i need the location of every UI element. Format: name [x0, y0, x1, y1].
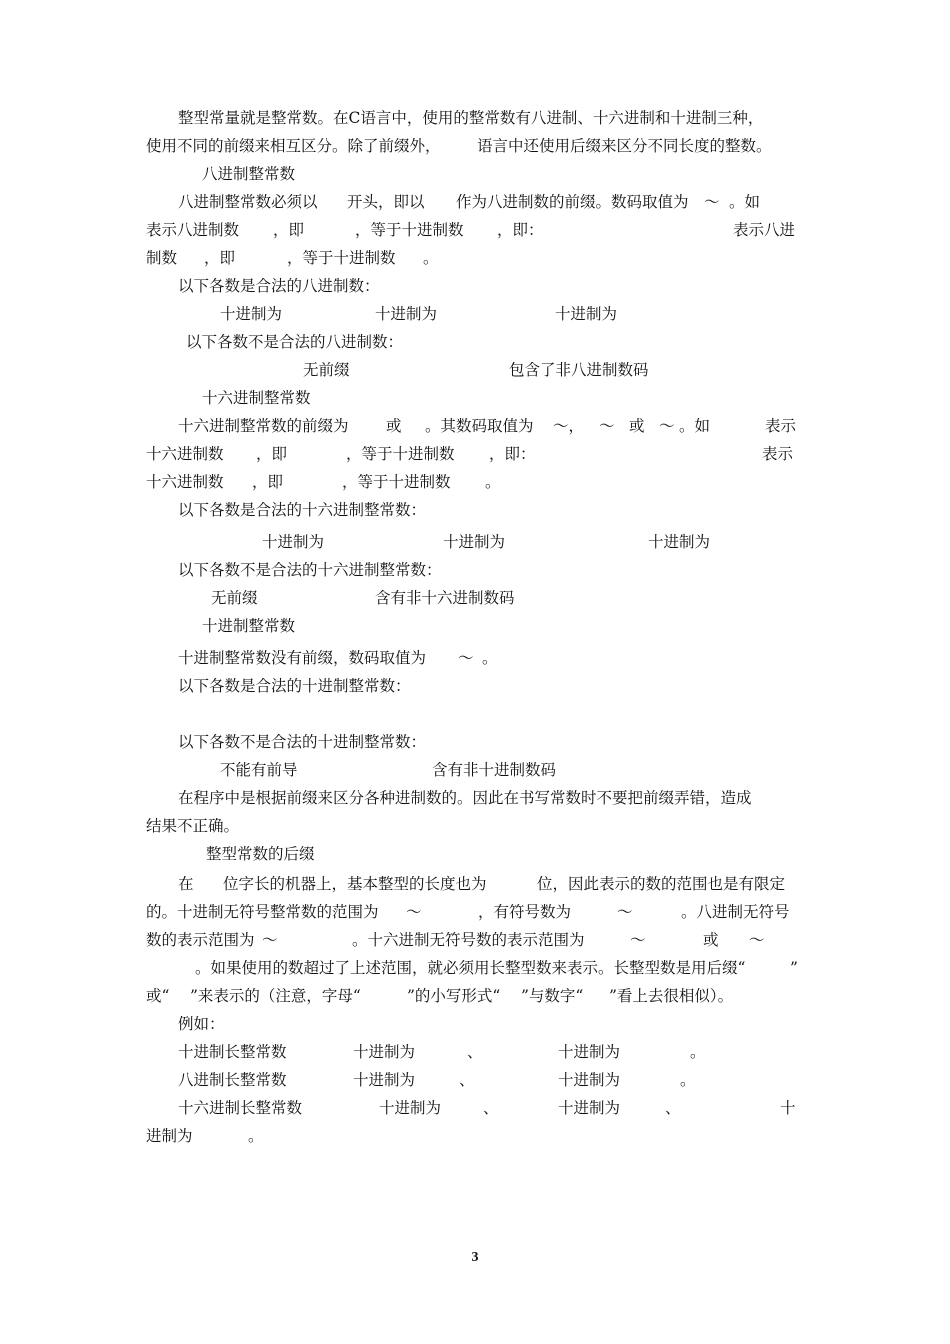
text-segment: 十进制长整常数 — [178, 1043, 287, 1061]
text-line — [0, 926, 950, 954]
text-line — [0, 132, 950, 160]
text-segment: ，等于十进制数 — [287, 249, 396, 267]
text-segment: 、 — [467, 1043, 483, 1061]
text-segment: 十进制为 — [353, 1071, 416, 1089]
text-line — [0, 612, 950, 640]
text-segment: 十进制为 — [558, 1043, 621, 1061]
text-segment: 数的表示范围为 — [146, 931, 255, 949]
text-line — [0, 1010, 950, 1038]
text-line — [0, 412, 950, 440]
text-segment: 、 — [483, 1099, 499, 1117]
text-segment: 以下各数不是合法的十六进制整常数： — [178, 561, 442, 579]
text-line — [0, 300, 950, 328]
text-segment: 十进制为 — [220, 305, 283, 323]
text-segment: 或 — [703, 931, 719, 949]
text-segment: ”与数字“ — [521, 987, 584, 1005]
text-segment: ，等于十进制数 — [355, 221, 464, 239]
text-segment: 整型常数的后缀 — [206, 845, 315, 863]
text-line — [0, 496, 950, 524]
text-segment: ，有符号数为 — [478, 903, 572, 921]
text-segment: 作为八进制数的前缀。数码取值为 — [456, 193, 689, 211]
text-line — [0, 468, 950, 496]
text-segment: ，即 — [252, 473, 284, 491]
text-segment: 十进制为 — [353, 1043, 416, 1061]
text-line — [0, 756, 950, 784]
text-line — [0, 328, 950, 356]
text-segment: 进制为 — [146, 1127, 193, 1145]
text-line — [0, 728, 950, 756]
text-segment: ”看上去很相似）。 — [609, 987, 734, 1005]
text-segment: 。 — [482, 649, 498, 667]
text-segment: 。 — [423, 249, 439, 267]
text-segment: ～ — [630, 931, 646, 949]
text-segment: 十 — [780, 1099, 796, 1117]
text-line — [0, 188, 950, 216]
text-segment: 八进制整常数 — [202, 165, 296, 183]
text-segment: 十六进制整常数的前缀为 — [178, 417, 349, 435]
text-segment: 或“ — [146, 987, 170, 1005]
text-segment: 的。十进制无符号整常数的范围为 — [146, 903, 379, 921]
text-segment: 或 — [629, 417, 645, 435]
text-segment: 制数 — [146, 249, 178, 267]
page-number: 3 — [471, 1250, 479, 1265]
text-line — [0, 1122, 950, 1150]
text-segment: ，即 — [273, 221, 305, 239]
text-line — [0, 840, 950, 868]
text-line — [0, 954, 950, 982]
text-segment: 语言中还使用后缀来区分不同长度的整数。 — [477, 137, 772, 155]
text-segment: 结果不正确。 — [146, 817, 240, 835]
text-segment: ～ — [406, 903, 422, 921]
text-line — [0, 244, 950, 272]
text-segment: 表示 — [765, 417, 797, 435]
text-line — [0, 898, 950, 926]
text-segment: 。如果使用的数超过了上述范围，就必须用长整型数来表示。长整型数是用后缀“ — [195, 959, 746, 977]
text-segment: ，即： — [497, 221, 544, 239]
text-segment: ，即： — [489, 445, 536, 463]
text-segment: ”的小写形式“ — [407, 987, 501, 1005]
text-segment: 、 — [459, 1071, 475, 1089]
text-segment: 、 — [665, 1099, 681, 1117]
text-line — [0, 870, 950, 898]
text-segment: 十进制整常数 — [202, 617, 296, 635]
text-segment: 无前缀 — [303, 361, 350, 379]
text-segment: 含有非十六进制数码 — [375, 589, 515, 607]
text-line — [0, 1094, 950, 1122]
text-segment: ～ — [599, 417, 615, 435]
text-segment: 。 — [690, 1043, 706, 1061]
text-segment: ～ — [749, 931, 765, 949]
text-line — [0, 556, 950, 584]
text-segment: 八进制长整常数 — [178, 1071, 287, 1089]
text-segment: 十进制整常数没有前缀，数码取值为 — [178, 649, 427, 667]
text-segment: 开头，即以 — [347, 193, 425, 211]
text-line — [0, 104, 950, 132]
text-segment: 。八进制无符号 — [681, 903, 790, 921]
text-line — [0, 528, 950, 556]
text-segment: 含有非十进制数码 — [432, 761, 557, 779]
text-segment: ，即 — [204, 249, 236, 267]
text-segment: 以下各数是合法的十六进制整常数： — [178, 501, 427, 519]
text-segment: 。 — [485, 473, 501, 491]
text-segment: 十进制为 — [558, 1071, 621, 1089]
text-segment: 以下各数不是合法的八进制数： — [186, 333, 404, 351]
text-segment: 十进制为 — [443, 533, 506, 551]
text-segment: 位字长的机器上，基本整型的长度也为 — [223, 875, 487, 893]
text-line — [0, 1038, 950, 1066]
text-line — [0, 1066, 950, 1094]
text-segment: ，等于十进制数 — [346, 445, 455, 463]
text-segment: 或 — [386, 417, 402, 435]
text-segment: 以下各数不是合法的十进制整常数： — [178, 733, 427, 751]
text-segment: 。 — [248, 1127, 264, 1145]
text-line — [0, 584, 950, 612]
text-line — [0, 272, 950, 300]
text-segment: ” — [790, 959, 798, 977]
text-segment: 十六进制数 — [146, 473, 224, 491]
text-segment: 。其数码取值为 — [425, 417, 534, 435]
text-segment: 十进制为 — [558, 1099, 621, 1117]
text-segment: ～， — [553, 417, 585, 435]
text-line — [0, 672, 950, 700]
text-segment: 十进制为 — [555, 305, 618, 323]
text-line — [0, 216, 950, 244]
text-line — [0, 160, 950, 188]
text-segment: ～ — [617, 903, 633, 921]
text-segment: 十进制为 — [648, 533, 711, 551]
text-segment: 八进制整常数必须以 — [178, 193, 318, 211]
text-segment: 不能有前导 — [220, 761, 298, 779]
text-segment: ～ — [458, 649, 474, 667]
text-segment: 。如 — [729, 193, 761, 211]
text-line — [0, 784, 950, 812]
text-segment: ，等于十进制数 — [342, 473, 451, 491]
text-segment: 表示八进 — [733, 221, 796, 239]
text-segment: 十进制为 — [262, 533, 325, 551]
text-segment: ～ — [262, 931, 278, 949]
text-line — [0, 982, 950, 1010]
text-line — [0, 356, 950, 384]
text-segment: 位，因此表示的数的范围也是有限定 — [537, 875, 786, 893]
text-segment: 十进制为 — [375, 305, 438, 323]
text-segment: ～ — [659, 417, 675, 435]
text-segment: 以下各数是合法的十进制整常数： — [178, 677, 411, 695]
text-segment: 在 — [178, 875, 194, 893]
text-segment: 。如 — [679, 417, 711, 435]
text-segment: 表示八进制数 — [146, 221, 240, 239]
text-segment: 在程序中是根据前缀来区分各种进制数的。因此在书写常数时不要把前缀弄错，造成 — [178, 789, 752, 807]
text-segment: 十六进制整常数 — [202, 389, 311, 407]
text-segment: 整型常量就是整常数。在C语言中，使用的整常数有八进制、十六进制和十进制三种， — [178, 109, 764, 127]
text-segment: 。十六进制无符号数的表示范围为 — [352, 931, 585, 949]
text-segment: 无前缀 — [211, 589, 258, 607]
text-segment: 表示 — [762, 445, 794, 463]
text-line — [0, 440, 950, 468]
text-segment: 十进制为 — [379, 1099, 442, 1117]
text-segment: ，即 — [256, 445, 288, 463]
text-segment: ～ — [704, 193, 720, 211]
text-segment: 使用不同的前缀来相互区分。除了前缀外， — [146, 137, 441, 155]
text-segment: 以下各数是合法的八进制数： — [178, 277, 380, 295]
text-segment: 例如： — [178, 1015, 225, 1033]
text-line — [0, 812, 950, 840]
text-segment: 。 — [680, 1071, 696, 1089]
text-segment: 十六进制数 — [146, 445, 224, 463]
text-segment: ”来表示的（注意，字母“ — [190, 987, 361, 1005]
text-line — [0, 644, 950, 672]
text-line — [0, 384, 950, 412]
text-segment: 十六进制长整常数 — [178, 1099, 303, 1117]
text-segment: 包含了非八进制数码 — [509, 361, 649, 379]
